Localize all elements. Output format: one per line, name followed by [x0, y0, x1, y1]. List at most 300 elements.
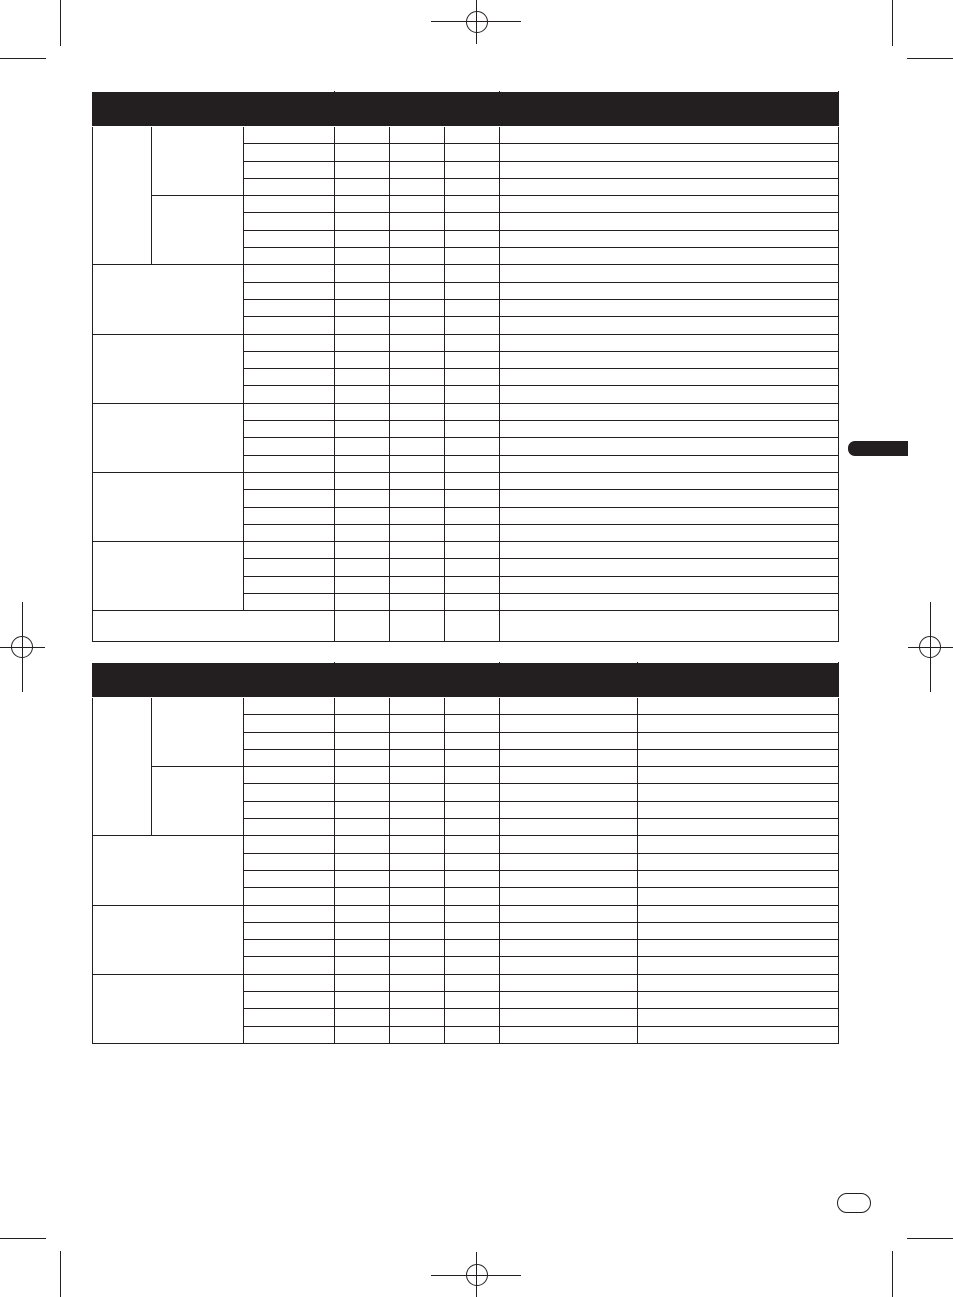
- table-cell: [390, 317, 445, 334]
- crop-mark-icon: [907, 58, 953, 59]
- table-cell: [445, 421, 500, 438]
- table-cell: [244, 784, 335, 801]
- table-header-row: [93, 92, 839, 127]
- table-cell: [500, 749, 638, 766]
- group-cell: [93, 403, 244, 472]
- table-cell: [335, 784, 390, 801]
- table-cell: [390, 576, 445, 593]
- table-cell: [335, 282, 390, 299]
- table-cell: [244, 213, 335, 230]
- table-cell: [500, 144, 839, 161]
- table-cell: [335, 1026, 390, 1043]
- table-cell: [500, 819, 638, 836]
- table-cell: [335, 127, 390, 144]
- table-cell: [500, 922, 638, 939]
- table-cell: [390, 836, 445, 853]
- table-cell: [390, 438, 445, 455]
- table-cell: [445, 403, 500, 420]
- table-cell: [335, 507, 390, 524]
- table-cell: [500, 403, 839, 420]
- table-cell: [244, 127, 335, 144]
- table-cell: [445, 888, 500, 905]
- header-cell: [638, 663, 839, 698]
- table-cell: [500, 265, 839, 282]
- table-cell: [244, 490, 335, 507]
- table-cell: [445, 317, 500, 334]
- table-cell: [335, 715, 390, 732]
- table-cell: [244, 438, 335, 455]
- table-cell: [335, 490, 390, 507]
- table-cell: [445, 299, 500, 316]
- table-cell: [500, 542, 839, 559]
- table-row: [93, 905, 839, 922]
- table-cell: [335, 369, 390, 386]
- table-cell: [638, 819, 839, 836]
- page-number-oval: [837, 1193, 871, 1213]
- table-cell: [390, 905, 445, 922]
- table-cell: [500, 1009, 638, 1026]
- table-cell: [638, 992, 839, 1009]
- table-cell: [638, 836, 839, 853]
- table-cell: [500, 957, 638, 974]
- table-cell: [335, 421, 390, 438]
- header-cell: [335, 92, 500, 127]
- subgroup-cell: [152, 127, 244, 196]
- table-cell: [500, 421, 839, 438]
- table-cell: [638, 905, 839, 922]
- table-cell: [335, 386, 390, 403]
- table-cell: [500, 386, 839, 403]
- table-cell: [390, 870, 445, 887]
- table-cell: [244, 248, 335, 265]
- table-cell: [390, 698, 445, 715]
- table-cell: [445, 1009, 500, 1026]
- table-cell: [335, 819, 390, 836]
- table-cell: [244, 317, 335, 334]
- table-cell: [500, 351, 839, 368]
- table-cell: [445, 213, 500, 230]
- table-cell: [244, 369, 335, 386]
- table-cell: [445, 698, 500, 715]
- table-cell: [445, 144, 500, 161]
- table-cell: [335, 334, 390, 351]
- table-cell: [638, 974, 839, 991]
- table-cell: [244, 888, 335, 905]
- table-cell: [445, 870, 500, 887]
- table-cell: [445, 801, 500, 818]
- table-cell: [445, 334, 500, 351]
- header-cell: [500, 663, 638, 698]
- table-cell: [244, 715, 335, 732]
- table-cell: [335, 836, 390, 853]
- table-header-row: [93, 663, 839, 698]
- table-row: [93, 265, 839, 282]
- table-cell: [638, 698, 839, 715]
- table-cell: [390, 801, 445, 818]
- table-cell: [335, 196, 390, 213]
- table-cell: [500, 490, 839, 507]
- table-cell: [445, 749, 500, 766]
- table-cell: [445, 905, 500, 922]
- table-cell: [638, 1009, 839, 1026]
- crop-mark-icon: [60, 1251, 61, 1297]
- table-cell: [335, 905, 390, 922]
- table-cell: [500, 870, 638, 887]
- table-cell: [390, 974, 445, 991]
- table-cell: [445, 594, 500, 611]
- table-cell: [638, 715, 839, 732]
- table-cell: [335, 299, 390, 316]
- table-cell: [335, 455, 390, 472]
- table-cell: [500, 784, 638, 801]
- group-cell: [93, 542, 244, 611]
- crop-mark-icon: [907, 1238, 953, 1239]
- table-cell: [335, 992, 390, 1009]
- table-cell: [335, 351, 390, 368]
- table-cell: [244, 1009, 335, 1026]
- table-cell: [390, 749, 445, 766]
- table-cell: [390, 732, 445, 749]
- table-cell: [445, 472, 500, 489]
- table-cell: [335, 524, 390, 541]
- table-cell: [445, 248, 500, 265]
- table-cell: [244, 732, 335, 749]
- group-cell: [93, 836, 244, 905]
- table-cell: [500, 992, 638, 1009]
- table-cell: [244, 767, 335, 784]
- table-cell: [244, 974, 335, 991]
- crop-mark-icon: [0, 1238, 46, 1239]
- table-cell: [244, 853, 335, 870]
- table-cell: [335, 265, 390, 282]
- table-cell: [335, 1009, 390, 1026]
- table-cell: [500, 178, 839, 195]
- table-cell: [335, 974, 390, 991]
- table-row: [93, 767, 839, 784]
- table-cell: [335, 576, 390, 593]
- table-cell: [335, 472, 390, 489]
- table-cell: [390, 127, 445, 144]
- crop-mark-icon: [892, 1251, 893, 1297]
- table-cell: [445, 369, 500, 386]
- table-cell: [335, 161, 390, 178]
- table-cell: [500, 974, 638, 991]
- group-cell: [93, 127, 152, 265]
- table-cell: [335, 213, 390, 230]
- table-cell: [390, 403, 445, 420]
- table-cell: [500, 594, 839, 611]
- table-cell: [390, 542, 445, 559]
- table-cell: [500, 438, 839, 455]
- table-cell: [638, 888, 839, 905]
- table-cell: [445, 957, 500, 974]
- table-cell: [390, 784, 445, 801]
- table-cell: [335, 611, 390, 642]
- table-cell: [244, 870, 335, 887]
- table-cell: [638, 801, 839, 818]
- table-cell: [445, 1026, 500, 1043]
- table-cell: [244, 403, 335, 420]
- table-cell: [500, 801, 638, 818]
- table-cell: [638, 784, 839, 801]
- table-cell: [500, 334, 839, 351]
- table-cell: [445, 490, 500, 507]
- table-cell: [335, 178, 390, 195]
- table-cell: [500, 853, 638, 870]
- table-cell: [445, 265, 500, 282]
- table-cell: [390, 559, 445, 576]
- table-cell: [244, 576, 335, 593]
- table-cell: [335, 732, 390, 749]
- table-cell: [244, 836, 335, 853]
- table-cell: [390, 282, 445, 299]
- table-cell: [244, 386, 335, 403]
- table-cell: [335, 594, 390, 611]
- table-cell: [445, 611, 500, 642]
- header-cell: [93, 663, 335, 698]
- table-cell: [445, 784, 500, 801]
- table-cell: [244, 992, 335, 1009]
- table-cell: [445, 161, 500, 178]
- table-cell: [445, 386, 500, 403]
- table-cell: [390, 455, 445, 472]
- table-cell: [500, 507, 839, 524]
- table-cell: [244, 299, 335, 316]
- table-cell: [335, 144, 390, 161]
- table-cell: [244, 230, 335, 247]
- table-cell: [335, 317, 390, 334]
- table-cell: [500, 836, 638, 853]
- table-cell: [500, 196, 839, 213]
- table-cell: [335, 403, 390, 420]
- table-cell: [390, 369, 445, 386]
- table-cell: [638, 957, 839, 974]
- table-cell: [500, 559, 839, 576]
- table-cell: [335, 801, 390, 818]
- table-cell: [390, 386, 445, 403]
- table-cell: [445, 922, 500, 939]
- table-cell: [390, 819, 445, 836]
- table-cell: [244, 144, 335, 161]
- table-cell: [244, 801, 335, 818]
- table-cell: [500, 127, 839, 144]
- table-cell: [445, 178, 500, 195]
- table-cell: [445, 974, 500, 991]
- table-cell: [390, 213, 445, 230]
- table-cell: [390, 144, 445, 161]
- table-cell: [638, 1026, 839, 1043]
- table-cell: [390, 611, 445, 642]
- table-cell: [445, 542, 500, 559]
- table-cell: [500, 248, 839, 265]
- table-cell: [244, 455, 335, 472]
- table-cell: [93, 611, 335, 642]
- header-cell: [500, 92, 839, 127]
- table-cell: [500, 732, 638, 749]
- table-cell: [445, 196, 500, 213]
- table-cell: [390, 957, 445, 974]
- table-cell: [335, 888, 390, 905]
- table-cell: [500, 715, 638, 732]
- table-cell: [335, 559, 390, 576]
- table-cell: [500, 369, 839, 386]
- table-cell: [445, 853, 500, 870]
- table-cell: [500, 888, 638, 905]
- table-cell: [390, 1009, 445, 1026]
- table-cell: [390, 421, 445, 438]
- table-row: [93, 334, 839, 351]
- table-cell: [500, 161, 839, 178]
- table-cell: [390, 992, 445, 1009]
- table-cell: [244, 472, 335, 489]
- table-cell: [445, 992, 500, 1009]
- table-cell: [445, 767, 500, 784]
- table-cell: [244, 282, 335, 299]
- table-cell: [335, 853, 390, 870]
- table-cell: [500, 698, 638, 715]
- group-cell: [93, 974, 244, 1043]
- table-cell: [500, 317, 839, 334]
- table-cell: [445, 559, 500, 576]
- table-cell: [244, 178, 335, 195]
- table-cell: [244, 922, 335, 939]
- table-cell: [390, 230, 445, 247]
- table-cell: [500, 472, 839, 489]
- table-cell: [445, 507, 500, 524]
- table-cell: [390, 334, 445, 351]
- table-cell: [335, 749, 390, 766]
- table-cell: [445, 576, 500, 593]
- table-cell: [445, 940, 500, 957]
- table-cell: [638, 922, 839, 939]
- crop-mark-icon: [0, 58, 46, 59]
- table-cell: [335, 767, 390, 784]
- table-cell: [500, 576, 839, 593]
- table-cell: [335, 542, 390, 559]
- table-cell: [244, 819, 335, 836]
- spec-table-2: [92, 662, 839, 1044]
- table-cell: [390, 940, 445, 957]
- table-cell: [244, 594, 335, 611]
- table-cell: [244, 698, 335, 715]
- table-row: [93, 611, 839, 642]
- table-cell: [500, 282, 839, 299]
- subgroup-cell: [152, 196, 244, 265]
- table-cell: [638, 870, 839, 887]
- table-row: [93, 698, 839, 715]
- table-cell: [500, 767, 638, 784]
- table-cell: [500, 905, 638, 922]
- table-cell: [500, 1026, 638, 1043]
- table-cell: [500, 611, 839, 642]
- table-cell: [445, 455, 500, 472]
- table-cell: [390, 161, 445, 178]
- table-cell: [500, 230, 839, 247]
- table-cell: [445, 524, 500, 541]
- subgroup-cell: [152, 767, 244, 836]
- table-cell: [335, 957, 390, 974]
- group-cell: [93, 472, 244, 541]
- table-cell: [390, 594, 445, 611]
- table-cell: [390, 351, 445, 368]
- table-cell: [445, 732, 500, 749]
- table-cell: [500, 213, 839, 230]
- table-cell: [335, 438, 390, 455]
- table-cell: [335, 870, 390, 887]
- table-cell: [244, 161, 335, 178]
- table-row: [93, 403, 839, 420]
- table-cell: [390, 265, 445, 282]
- table-cell: [244, 196, 335, 213]
- table-cell: [445, 438, 500, 455]
- table-cell: [390, 196, 445, 213]
- table-cell: [445, 715, 500, 732]
- table-row: [93, 542, 839, 559]
- table-cell: [445, 282, 500, 299]
- table-cell: [390, 178, 445, 195]
- table-cell: [244, 421, 335, 438]
- table-cell: [390, 715, 445, 732]
- table-cell: [390, 472, 445, 489]
- table-cell: [445, 351, 500, 368]
- table-cell: [244, 559, 335, 576]
- table-cell: [244, 940, 335, 957]
- table-cell: [244, 524, 335, 541]
- table-cell: [638, 853, 839, 870]
- table-cell: [335, 248, 390, 265]
- table-cell: [445, 230, 500, 247]
- table-cell: [390, 507, 445, 524]
- table-cell: [244, 957, 335, 974]
- table-cell: [244, 542, 335, 559]
- crop-mark-icon: [892, 0, 893, 46]
- table-cell: [500, 940, 638, 957]
- table-cell: [390, 922, 445, 939]
- table-cell: [390, 888, 445, 905]
- table-row: [93, 974, 839, 991]
- table-cell: [638, 767, 839, 784]
- group-cell: [93, 905, 244, 974]
- table-cell: [244, 507, 335, 524]
- table-row: [93, 127, 839, 144]
- table-cell: [638, 940, 839, 957]
- table-cell: [244, 334, 335, 351]
- table-cell: [390, 524, 445, 541]
- crop-mark-icon: [60, 0, 61, 46]
- table-cell: [638, 749, 839, 766]
- table-cell: [244, 749, 335, 766]
- header-cell: [93, 92, 335, 127]
- spec-table-1: [92, 91, 839, 642]
- group-cell: [93, 698, 152, 836]
- table-row: [93, 836, 839, 853]
- table-cell: [390, 853, 445, 870]
- table-cell: [244, 1026, 335, 1043]
- table-cell: [244, 905, 335, 922]
- group-cell: [93, 265, 244, 334]
- header-cell: [335, 663, 500, 698]
- table-cell: [390, 248, 445, 265]
- table-cell: [390, 767, 445, 784]
- table-cell: [244, 351, 335, 368]
- section-tab: [848, 441, 908, 456]
- table-row: [93, 196, 839, 213]
- table-cell: [335, 230, 390, 247]
- table-cell: [500, 455, 839, 472]
- table-cell: [390, 1026, 445, 1043]
- table-row: [93, 472, 839, 489]
- table-cell: [390, 299, 445, 316]
